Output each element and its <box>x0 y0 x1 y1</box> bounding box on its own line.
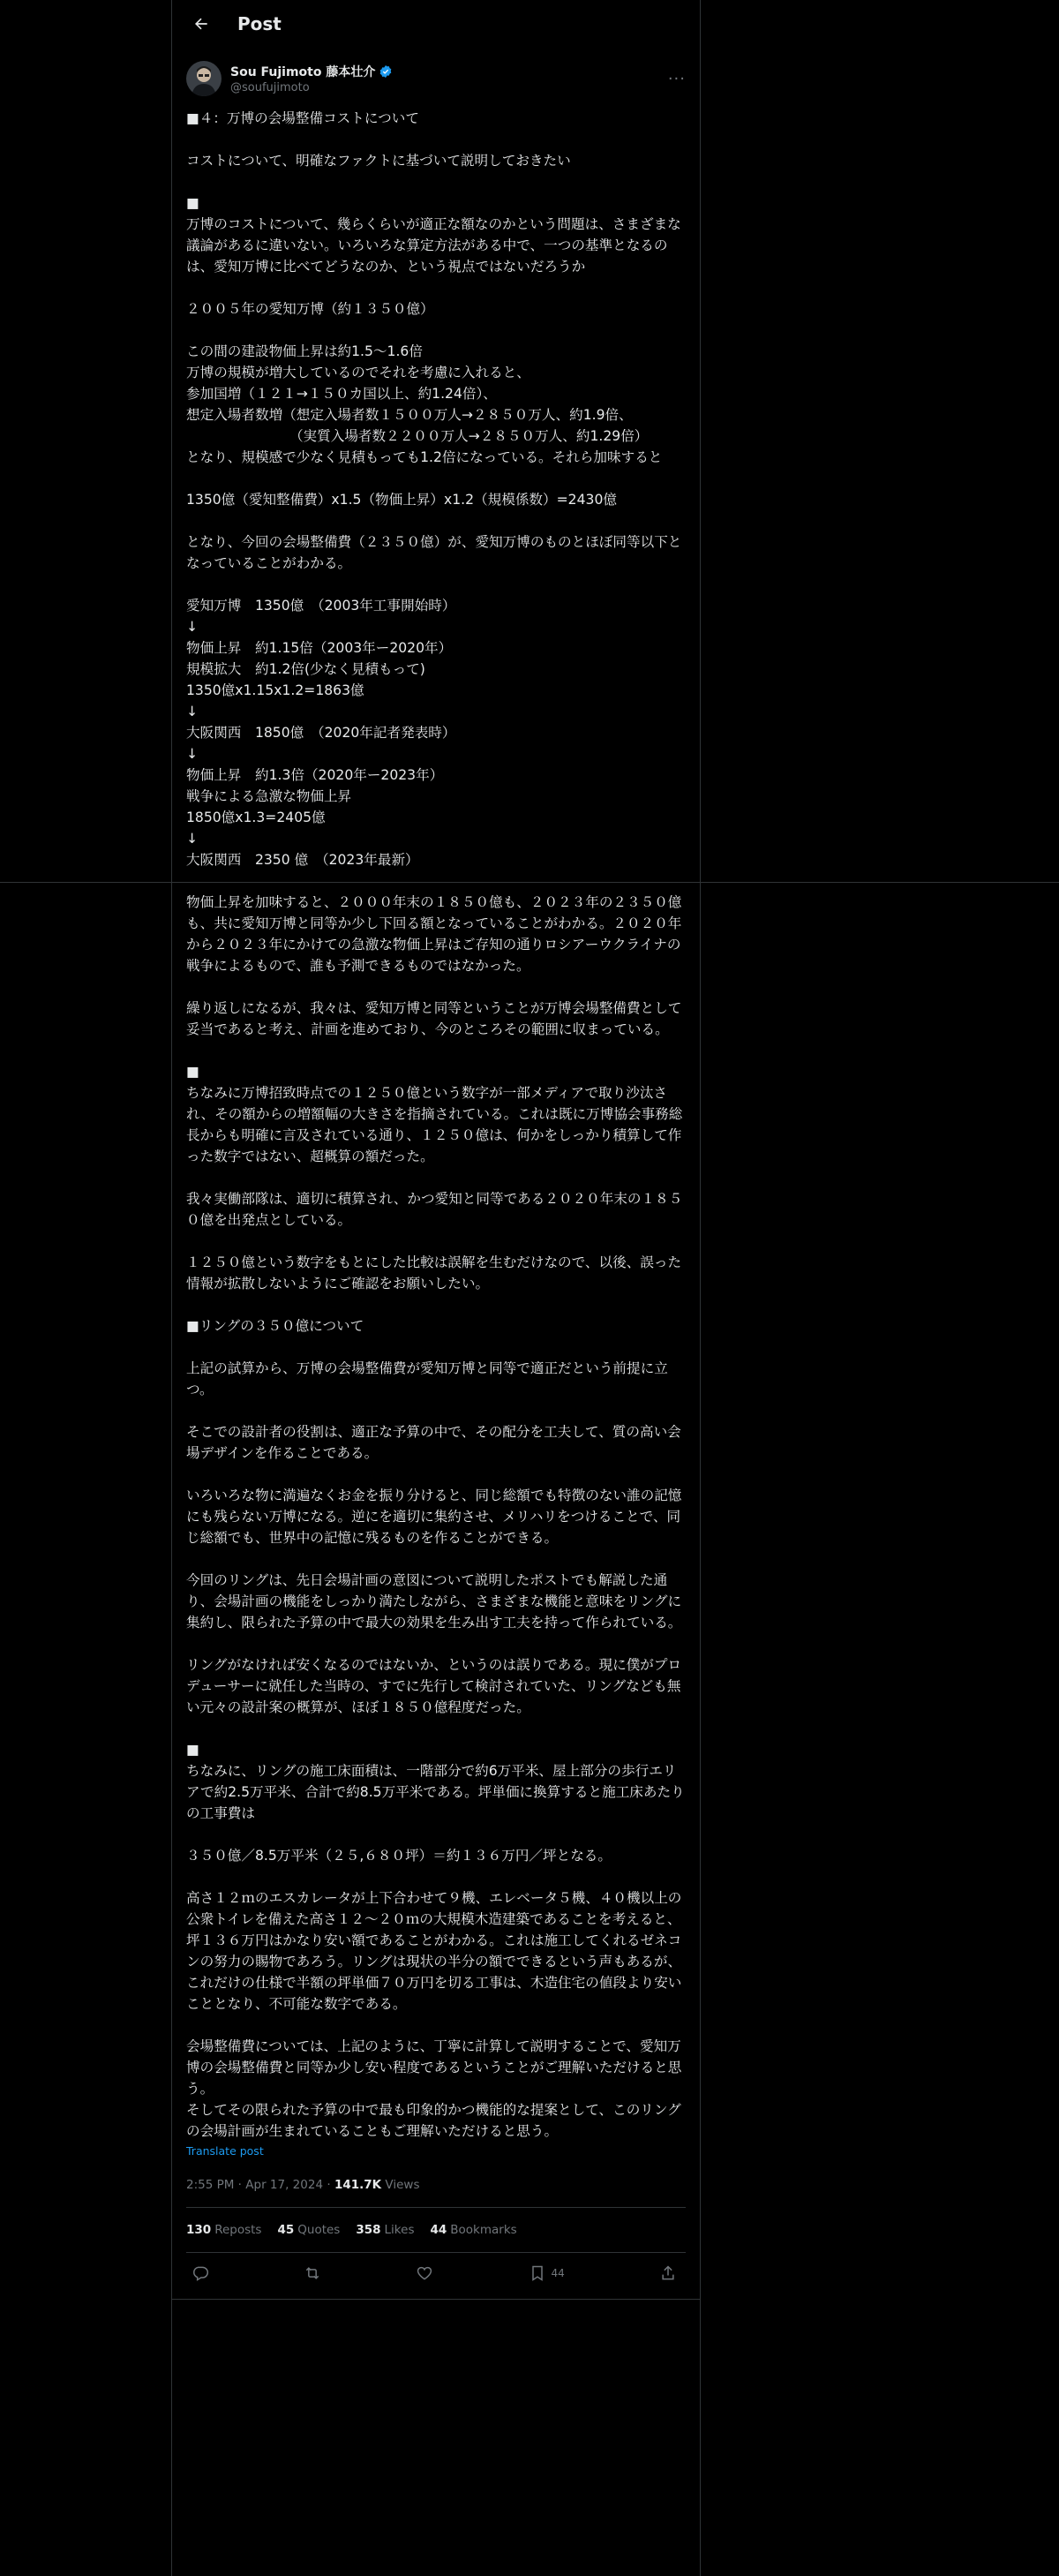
views-label: Views <box>385 2178 420 2192</box>
post-time[interactable]: 2:55 PM · Apr 17, 2024 <box>186 2178 324 2192</box>
reply-icon <box>192 2264 209 2282</box>
reply-button[interactable] <box>192 2264 209 2282</box>
verified-badge-icon <box>379 64 393 79</box>
bookmark-button[interactable] <box>529 2264 565 2282</box>
bookmarks-stat[interactable]: 44 Bookmarks <box>430 2223 517 2237</box>
action-bar <box>172 2253 700 2294</box>
share-icon <box>659 2264 677 2282</box>
author-handle[interactable]: @soufujimoto <box>230 81 310 94</box>
views-count: 141.7K <box>334 2178 382 2192</box>
author-info <box>230 63 665 94</box>
page-title: Post <box>237 12 282 34</box>
author-row <box>172 47 700 100</box>
engagement-stats <box>172 2208 700 2252</box>
reposts-stat[interactable]: 130 Reposts <box>186 2223 262 2237</box>
divider <box>172 2299 700 2300</box>
like-icon <box>416 2264 433 2282</box>
avatar[interactable] <box>186 61 222 96</box>
translate-post-link[interactable]: Translate post <box>186 2144 264 2158</box>
post-column <box>171 0 701 2576</box>
post-body: ■４：万博の会場整備コストについて コストについて、明確なファクトに基づいて説明しておきたい ■ 万博のコストについて、幾らくらいが適正な額なのかという問題は、さまざまな議論があるに違いない。いろいろな算定方法がある中で、一つの基準となるのは、愛知万博に比べてどうなのか、という視点ではないだろうか ２００５年の愛知万博（約１３５０億） この間の建設物価上昇は約1.5〜1.6倍 万博の規模が増大しているのでそれを考慮に入れると、 参加国増（１２１→１５０カ国以上、約1.24倍）、 想定入場者数増（想定入場者数１５００万人→２８５０万人、約1.9倍、 （実質入場者数２２００万人→２８５０万人、約1.29倍） となり、規模感で少なく見積もっても1.2倍になっている。それら加味すると 1350億（愛知整備費）x1.5（物価上昇）x1.2（規模係数）=2430億 となり、今回の会場整備費（２３５０億）が、愛知万博のものとほぼ同等以下となっていることがわかる。 愛知万博 1350億 （2003年工事開始時） ↓ 物価上昇 約1.15倍（2003年ー2020年） 規模拡大 約1.2倍(少なく見積もって) 1350億x1.15x1.2=1863億 ↓ 大阪関西 1850億 （2020年記者発表時） ↓ 物価上昇 約1.3倍（2020年ー2023年） 戦争による急激な物価上昇 1850億x1.3=2405億 ↓ 大阪関西 2350 億 （2023年最新） 物価上昇を加味すると、２０００年末の１８５０億も、２０２３年の２３５０億も、共に愛知万博と同等か少し下回る額となっていることがわかる。２０２０年から２０２３年にかけての急激な物価上昇はご存知の通りロシアーウクライナの戦争によるもので、誰も予測できるものではなかった。 繰り返しになるが、我々は、愛知万博と同等ということが万博会場整備費として妥当であると考え、計画を進めており、今のところその範囲に収まっている。 ■ ちなみに万博招致時点での１２５０億という数字が一部メディアで取り沙汰され、その額からの増額幅の大きさを指摘されている。これは既に万博協会事務総長からも明確に言及されている通り、１２５０億は、何かをしっかり積算して作った数字ではない、超概算の額だった。 我々実働部隊は、適切に積算され、かつ愛知と同等である２０２０年末の１８５０億を出発点としている。 １２５０億という数字をもとにした比較は誤解を生むだけなので、以後、誤った情報が拡散しないようにご確認をお願いしたい。 ■リングの３５０億について 上記の試算から、万博の会場整備費が愛知万博と同等で適正だという前提に立つ。 そこでの設計者の役割は、適正な予算の中で、その配分を工夫して、質の高い会場デザインを作ることである。 いろいろな物に満遍なくお金を振り分けると、同じ総額でも特徴のない誰の記憶にも残らない万博になる。逆にを適切に集約させ、メリハリをつけることで、同じ総額でも、世界中の記憶に残るものを作ることができる。 今回のリングは、先日会場計画の意図について説明したポストでも解説した通り、会場計画の機能をしっかり満たしながら、さまざまな機能と意味をリングに集約し、限られた予算の中で最大の効果を生み出す工夫を持って作られている。 リングがなければ安くなるのではないか、というのは誤りである。現に僕がプロデューサーに就任した当時の、すでに先行して検討されていた、リングなども無い元々の設計案の概算が、ほぼ１８５０億程度だった。 ■ ちなみに、リングの施工床面積は、一階部分で約6万平米、屋上部分の歩行エリアで約2.5万平米、合計で約8.5万平米である。坪単価に換算すると施工床あたりの工事費は ３５０億／8.5万平米（２５,６８０坪）＝約１３６万円／坪となる。 高さ１２ｍのエスカレータが上下合わせて９機、エレベータ５機、４０機以上の公衆トイレを備えた高さ１２〜２０ｍの大規模木造建築であることを考えると、坪１３６万円はかなり安い額であることがわかる。これは施工してくれるゼネコンの努力の賜物であろう。リングは現状の半分の額でできるという声もあるが、これだけの仕様で半額の坪単価７０万円を切る工事は、木造住宅の値段より安いこととなり、不可能な数字である。 会場整備費については、上記のように、丁寧に計算して説明することで、愛知万博の会場整備費と同等か少し安い程度であるということがご理解いただけると思う。 そしてその限られた予算の中で最も印象的かつ機能的な提案として、このリングの会場計画が生まれていることもご理解いただけると思う。 <box>186 110 685 2139</box>
post-header <box>172 0 700 47</box>
repost-button[interactable] <box>304 2264 321 2282</box>
likes-stat[interactable]: 358 Likes <box>356 2223 415 2237</box>
bookmark-count: 44 <box>551 2267 565 2279</box>
more-icon[interactable]: ··· <box>667 69 686 88</box>
back-button[interactable] <box>186 9 216 39</box>
like-button[interactable] <box>416 2264 433 2282</box>
post-meta: 2:55 PM · Apr 17, 2024 · 141.7K Views <box>186 2178 420 2192</box>
back-arrow-icon <box>192 15 210 33</box>
quotes-stat[interactable]: 45 Quotes <box>277 2223 341 2237</box>
author-name[interactable]: Sou Fujimoto 藤本壮介 <box>230 65 376 79</box>
share-button[interactable] <box>659 2264 677 2282</box>
repost-icon <box>304 2264 321 2282</box>
bookmark-icon <box>529 2264 546 2282</box>
